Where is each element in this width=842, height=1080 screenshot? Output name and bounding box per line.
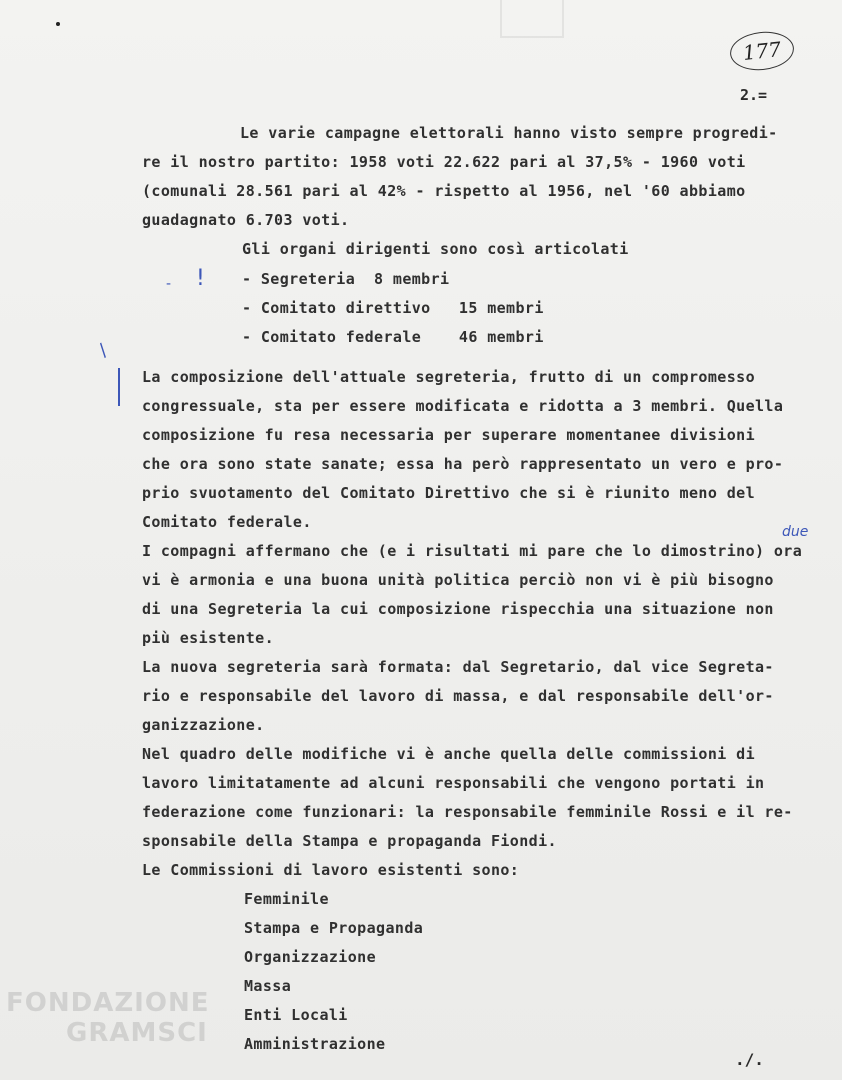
speck <box>56 22 60 26</box>
body-line: più esistente. <box>142 629 275 647</box>
commission-item: Massa <box>244 977 292 995</box>
body-line: rio e responsabile del lavoro di massa, e dal responsabile dell'or- <box>142 687 774 705</box>
commission-item: Amministrazione <box>244 1035 386 1053</box>
continuation-mark: ./. <box>735 1050 764 1069</box>
list-item-segreteria: - Segreteria 8 membri <box>242 270 450 288</box>
body-line: composizione fu resa necessaria per superare momentanee divisioni <box>142 426 755 444</box>
body-line: guadagnato 6.703 voti. <box>142 211 350 229</box>
commission-item: Femminile <box>244 890 329 908</box>
body-line: La composizione dell'attuale segreteria, frutto di un compromesso <box>142 368 755 386</box>
commission-item: Organizzazione <box>244 948 377 966</box>
body-line: (comunali 28.561 pari al 42% - rispetto al 1956, nel '60 abbiamo <box>142 182 746 200</box>
page-number: 2.= <box>740 86 768 104</box>
margin-exclaim-mark: ! <box>196 266 205 291</box>
body-line: Nel quadro delle modifiche vi è anche quella delle commissioni di <box>142 745 755 763</box>
body-line: La nuova segreteria sarà formata: dal Segretario, dal vice Segreta- <box>142 658 774 676</box>
body-line: federazione come funzionari: la responsabile femminile Rossi e il re- <box>142 803 793 821</box>
body-line: Gli organi dirigenti sono così articolati <box>242 240 629 258</box>
margin-slash-mark: / <box>94 340 112 361</box>
watermark-line2: GRAMSCI <box>66 1018 208 1048</box>
archive-number: 177 <box>728 29 796 73</box>
body-line: congressuale, sta per essere modificata e ridotta a 3 membri. Quella <box>142 397 784 415</box>
body-line: ganizzazione. <box>142 716 265 734</box>
body-line: vi è armonia e una buona unità politica perciò non vi è più bisogno <box>142 571 774 589</box>
body-line: Le varie campagne elettorali hanno visto sempre progredi- <box>240 124 778 142</box>
body-line: sponsabile della Stampa e propaganda Fiondi. <box>142 832 557 850</box>
margin-vertical-line <box>118 368 120 406</box>
body-line: Comitato federale. <box>142 513 312 531</box>
margin-dash-mark: - <box>166 276 172 292</box>
commission-item: Enti Locali <box>244 1006 348 1024</box>
body-line: Le Commissioni di lavoro esistenti sono: <box>142 861 520 879</box>
watermark-line1: FONDAZIONE <box>6 988 210 1018</box>
body-line: prio svuotamento del Comitato Direttivo che si è riunito meno del <box>142 484 755 502</box>
body-line: che ora sono state sanate; essa ha però rappresentato un vero e pro- <box>142 455 784 473</box>
handwritten-due: due <box>782 524 809 540</box>
body-line: I compagni affermano che (e i risultati mi pare che lo dimostrino) ora <box>142 542 803 560</box>
body-line: di una Segreteria la cui composizione rispecchia una situazione non <box>142 600 774 618</box>
list-item-direttivo: - Comitato direttivo 15 membri <box>242 299 544 317</box>
fondazione-gramsci-watermark <box>6 988 209 1048</box>
body-line: lavoro limitatamente ad alcuni responsabili che vengono portati in <box>142 774 765 792</box>
body-line: re il nostro partito: 1958 voti 22.622 pari al 37,5% - 1960 voti <box>142 153 746 171</box>
commission-item: Stampa e Propaganda <box>244 919 424 937</box>
list-item-federale: - Comitato federale 46 membri <box>242 328 544 346</box>
faint-stamp-mark <box>500 0 564 38</box>
